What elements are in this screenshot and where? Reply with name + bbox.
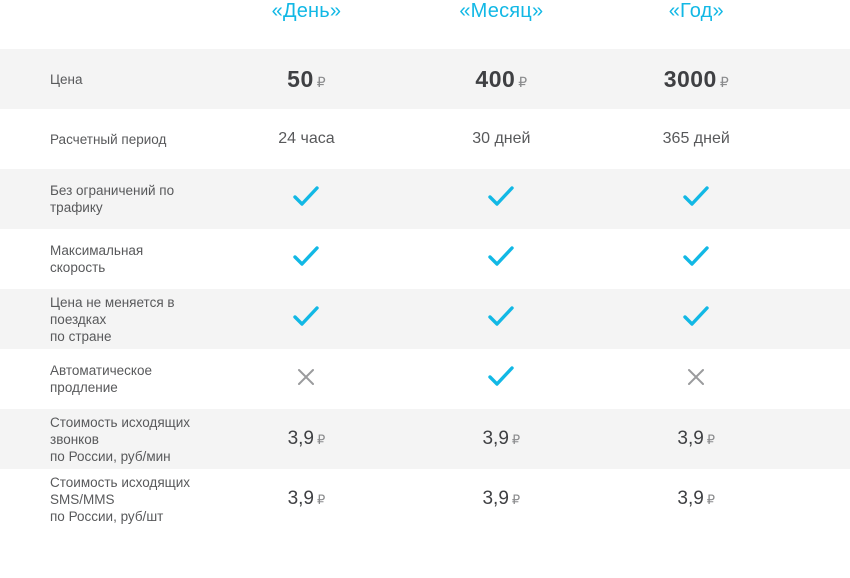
cell-sms-rate-year [599,469,794,529]
row-label-text-line2: по России, руб/шт [50,508,164,524]
check-icon [293,246,319,268]
row-label-text: Стоимость исходящих SMS/MMS [50,474,191,507]
row-label-text-line2: по России, руб/мин [50,448,171,464]
table-row [0,169,850,229]
header-tail-cell [794,0,850,49]
row-tail [794,469,850,529]
row-tail [794,229,850,289]
cell-period-month [404,109,599,169]
rate-amount: 3,9 [287,488,314,509]
row-label [0,169,209,229]
cell-traffic-year [599,169,794,229]
plan-title: «Месяц» [459,0,544,22]
row-tail [794,289,850,349]
rate-amount: 3,9 [482,428,509,449]
rate-amount: 3,9 [677,428,704,449]
plan-title: «Год» [668,0,724,22]
check-icon [683,306,709,328]
row-label [0,409,209,469]
cell-traffic-day [209,169,404,229]
cross-icon [686,367,706,387]
row-label-text: Максимальная скорость [50,243,144,275]
currency-symbol: ₽ [316,432,326,447]
check-icon [683,186,709,208]
price-amount: 3000 [663,65,717,92]
period-text: 365 дней [662,130,730,147]
price-amount: 400 [475,65,516,92]
cell-autorenew-day [209,349,404,409]
currency-symbol: ₽ [518,73,528,90]
cell-sms-rate-day [209,469,404,529]
check-icon [488,186,514,208]
price-amount: 50 [287,65,314,92]
row-label-text: Без ограничений по трафику [50,183,175,215]
cell-price-month [404,49,599,109]
row-label-text: Стоимость исходящих звонков [50,414,191,447]
row-tail [794,49,850,109]
cell-price-day [209,49,404,109]
row-label-text: Расчетный период [50,131,167,147]
row-label [0,469,209,529]
table-body [0,49,850,529]
plan-header-day [209,0,404,49]
currency-symbol: ₽ [511,492,521,507]
check-icon [488,366,514,388]
table-row [0,109,850,169]
currency-symbol: ₽ [316,492,326,507]
cell-traffic-month [404,169,599,229]
row-label [0,49,209,109]
plan-header-month [404,0,599,49]
row-label-text: Цена не меняется в поездках [50,294,175,327]
cell-sms-rate-month [404,469,599,529]
row-label-text: Цена [50,71,83,87]
currency-symbol: ₽ [719,73,729,90]
cell-price-fixed-month [404,289,599,349]
cell-period-year [599,109,794,169]
cell-price-fixed-year [599,289,794,349]
rate-amount: 3,9 [677,488,704,509]
period-text: 30 дней [472,130,531,147]
currency-symbol: ₽ [706,492,716,507]
cell-period-day [209,109,404,169]
period-text: 24 часа [278,130,335,147]
header-empty-cell [0,0,209,49]
rate-amount: 3,9 [482,488,509,509]
row-label [0,289,209,349]
check-icon [683,246,709,268]
plan-header-year [599,0,794,49]
cell-speed-month [404,229,599,289]
table-row [0,229,850,289]
rate-amount: 3,9 [287,428,314,449]
table-row [0,289,850,349]
plan-title: «День» [271,0,342,22]
row-tail [794,409,850,469]
table-row [0,469,850,529]
row-label [0,109,209,169]
table-row [0,409,850,469]
table-row [0,349,850,409]
currency-symbol: ₽ [511,432,521,447]
check-icon [488,246,514,268]
row-label [0,229,209,289]
currency-symbol: ₽ [316,73,326,90]
cell-autorenew-year [599,349,794,409]
cross-icon [296,367,316,387]
row-tail [794,109,850,169]
cell-price-fixed-day [209,289,404,349]
currency-symbol: ₽ [706,432,716,447]
row-label-text-line2: по стране [50,328,112,344]
cell-price-year [599,49,794,109]
cell-speed-year [599,229,794,289]
table-row [0,49,850,109]
cell-call-rate-year [599,409,794,469]
cell-speed-day [209,229,404,289]
row-tail [794,169,850,229]
cell-autorenew-month [404,349,599,409]
check-icon [293,186,319,208]
check-icon [293,306,319,328]
table-header [0,0,850,49]
cell-call-rate-month [404,409,599,469]
row-label [0,349,209,409]
cell-call-rate-day [209,409,404,469]
check-icon [488,306,514,328]
row-label-text: Автоматическое продление [50,363,153,395]
row-tail [794,349,850,409]
